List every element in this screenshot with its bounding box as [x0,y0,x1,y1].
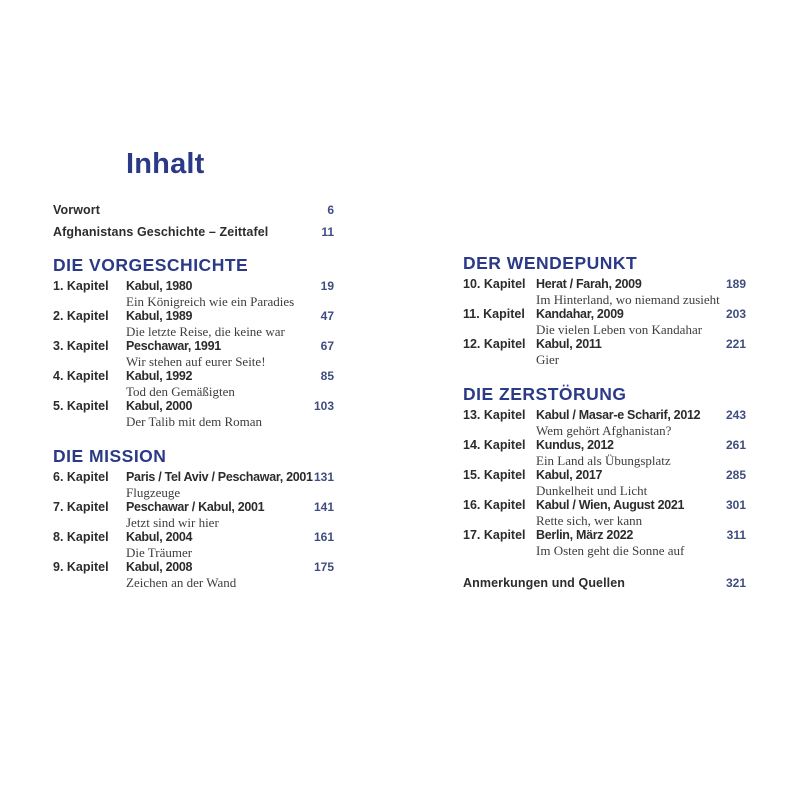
chapter-title: Peschawar / Kabul, 2001 [126,500,265,514]
chapter-subtitle: Dunkelheit und Licht [536,483,648,498]
page-number: 221 [725,337,746,351]
page-number: 85 [320,369,334,383]
chapter-title: Kabul, 2011 [536,337,602,351]
section-heading: DER WENDEPUNKT [463,253,638,273]
toc-back-matter [463,572,746,594]
chapter-subtitle: Die vielen Leben von Kandahar [536,322,703,337]
toc-column-right [463,253,746,594]
chapter-title: Kabul, 2017 [536,468,603,482]
chapter-title: Kandahar, 2009 [536,307,624,321]
entry-label: Afghanistans Geschichte – Zeittafel [53,225,269,239]
toc-section-wendepunkt [463,253,746,367]
toc-entry [53,309,334,339]
chapter-subtitle: Die Träumer [126,545,193,560]
page-number: 67 [320,339,334,353]
toc-section-mission [53,446,334,590]
chapter-label: 1. Kapitel [53,279,109,293]
chapter-title: Kundus, 2012 [536,438,614,452]
page-title: Inhalt [126,148,205,180]
entry-label: Vorwort [53,203,100,217]
chapter-title: Kabul, 1992 [126,369,193,383]
chapter-title: Kabul, 2008 [126,560,193,574]
toc-front-matter [53,199,334,243]
chapter-subtitle: Wem gehört Afghanistan? [536,423,672,438]
chapter-subtitle: Die letzte Reise, die keine war [126,324,285,339]
chapter-subtitle: Im Osten geht die Sonne auf [536,543,685,558]
toc-column-left [53,199,334,590]
toc-section-vorgeschichte [53,255,334,429]
chapter-label: 15. Kapitel [463,468,526,482]
chapter-label: 3. Kapitel [53,339,109,353]
chapter-title: Kabul / Masar-e Scharif, 2012 [536,408,701,422]
chapter-label: 17. Kapitel [463,528,526,542]
toc-section-zerstoerung [463,384,746,558]
page-number: 6 [327,203,334,217]
chapter-label: 6. Kapitel [53,470,109,484]
chapter-subtitle: Tod den Gemäßigten [126,384,235,399]
page-number: 11 [321,225,334,239]
chapter-title: Kabul, 2004 [126,530,193,544]
page-number: 175 [313,560,334,574]
chapter-label: 16. Kapitel [463,498,526,512]
chapter-title: Peschawar, 1991 [126,339,221,353]
toc-entry [53,500,334,530]
toc-entry [463,337,746,367]
toc-entry [53,530,334,560]
toc-entry [463,408,746,438]
page-number: 301 [725,498,746,512]
chapter-label: 4. Kapitel [53,369,109,383]
page-number: 189 [725,277,746,291]
page-number: 161 [313,530,334,544]
toc-entry [463,498,746,528]
entry-label: Anmerkungen und Quellen [463,576,626,590]
chapter-label: 11. Kapitel [463,307,525,321]
chapter-subtitle: Wir stehen auf eurer Seite! [126,354,266,369]
page-number: 261 [725,438,746,452]
chapter-title: Kabul, 2000 [126,399,193,413]
chapter-label: 14. Kapitel [463,438,526,452]
chapter-subtitle: Flugzeuge [126,485,181,500]
toc-entry [53,560,334,590]
chapter-title: Herat / Farah, 2009 [536,277,642,291]
page-number: 141 [313,500,334,514]
page-number: 321 [725,576,746,590]
chapter-title: Berlin, März 2022 [536,528,634,542]
chapter-subtitle: Ein Königreich wie ein Paradies [126,294,295,309]
toc-entry [53,279,334,309]
chapter-title: Kabul / Wien, August 2021 [536,498,685,512]
chapter-subtitle: Zeichen an der Wand [126,575,237,590]
page-number: 19 [320,279,334,293]
chapter-label: 13. Kapitel [463,408,526,422]
chapter-label: 2. Kapitel [53,309,109,323]
page-number: 243 [725,408,746,422]
toc-entry [463,307,746,337]
toc-entry [463,438,746,468]
chapter-title: Kabul, 1989 [126,309,193,323]
page-number: 103 [313,399,334,413]
page-number: 285 [725,468,746,482]
chapter-subtitle: Rette sich, wer kann [536,513,643,528]
toc-entry [463,528,746,558]
chapter-subtitle: Ein Land als Übungsplatz [536,453,671,468]
chapter-label: 9. Kapitel [53,560,109,574]
chapter-subtitle: Jetzt sind wir hier [126,515,219,530]
chapter-title: Paris / Tel Aviv / Peschawar, 2001 [126,470,313,484]
chapter-label: 5. Kapitel [53,399,109,413]
section-heading: DIE ZERSTÖRUNG [463,384,627,404]
page-number: 311 [726,528,746,542]
toc-entry [463,277,746,307]
chapter-label: 8. Kapitel [53,530,109,544]
toc-entry [53,399,334,429]
toc-entry [53,470,334,500]
page-number: 47 [320,309,334,323]
chapter-label: 7. Kapitel [53,500,109,514]
chapter-subtitle: Im Hinterland, wo niemand zusieht [536,292,720,307]
toc-entry [53,199,334,221]
chapter-label: 12. Kapitel [463,337,526,351]
toc-entry [463,468,746,498]
page-number: 131 [313,470,334,484]
toc-entry [53,221,334,243]
chapter-subtitle: Der Talib mit dem Roman [126,414,263,429]
toc-entry [53,369,334,399]
chapter-label: 10. Kapitel [463,277,526,291]
toc-entry [53,339,334,369]
page-number: 203 [725,307,746,321]
chapter-title: Kabul, 1980 [126,279,193,293]
section-heading: DIE MISSION [53,446,167,466]
section-heading: DIE VORGESCHICHTE [53,255,249,275]
chapter-subtitle: Gier [536,352,560,367]
